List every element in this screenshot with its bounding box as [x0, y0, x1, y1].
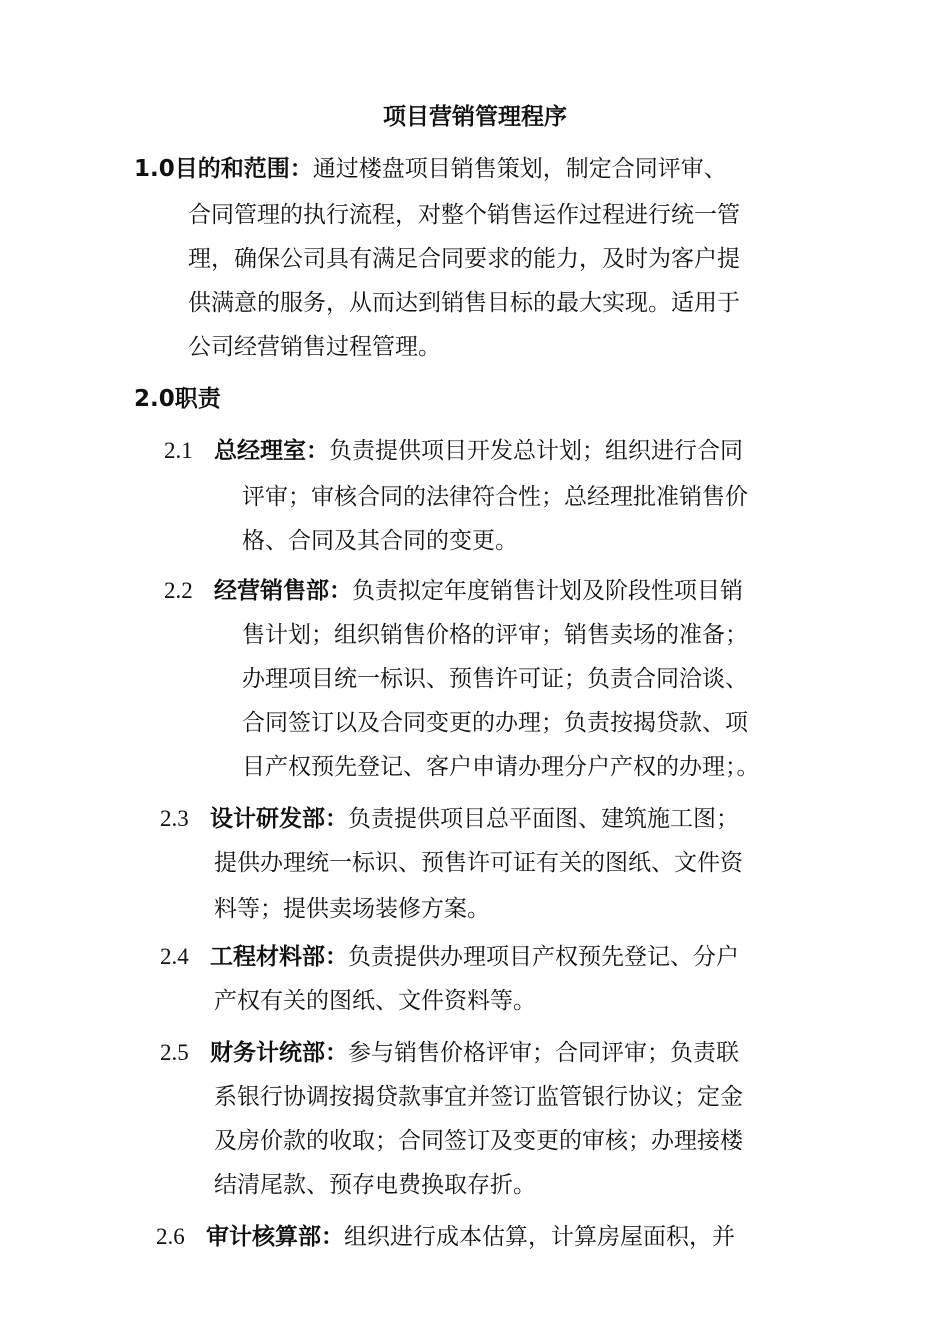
- item-department: 总经理室：: [214, 438, 329, 464]
- item-2-5-line: 结清尾款、预存电费换取存折。: [214, 1172, 536, 1198]
- section-1-first-line: [134, 146, 727, 192]
- item-text: 组织进行成本估算，计算房屋面积，并: [344, 1224, 735, 1250]
- item-text: 负责提供办理项目产权预先登记、分户: [348, 944, 739, 970]
- item-2-4-first-line: [160, 934, 739, 980]
- item-2-2-line: 售计划；组织销售价格的评审；销售卖场的准备；: [242, 622, 748, 648]
- item-number: 2.6: [156, 1224, 185, 1249]
- item-department: 经营销售部：: [214, 578, 352, 604]
- section-2-heading-line: [134, 376, 221, 422]
- item-department: 设计研发部：: [210, 806, 348, 832]
- item-2-1-line: 格、合同及其合同的变更。: [242, 528, 518, 554]
- item-number: 2.3: [160, 806, 189, 831]
- section-2-number: 2.0: [134, 386, 175, 412]
- section-2-heading: 职责: [174, 386, 221, 412]
- item-text: 负责提供项目总平面图、建筑施工图；: [348, 806, 739, 832]
- item-number: 2.4: [160, 944, 189, 969]
- item-number: 2.1: [164, 438, 193, 463]
- item-2-3-line: 料等；提供卖场装修方案。: [214, 896, 490, 922]
- item-2-6-first-line: [156, 1214, 735, 1260]
- item-text: 负责拟定年度销售计划及阶段性项目销: [352, 578, 743, 604]
- item-department: 工程材料部：: [210, 944, 348, 970]
- section-1-number: 1.0: [134, 156, 175, 182]
- item-2-2-first-line: [164, 568, 743, 614]
- document-title: 项目营销管理程序: [383, 104, 567, 130]
- section-1-line: 理，确保公司具有满足合同要求的能力，及时为客户提: [188, 246, 740, 272]
- section-1-line: 合同管理的执行流程，对整个销售运作过程进行统一管: [188, 202, 740, 228]
- section-1-heading: 目的和范围：: [174, 156, 313, 182]
- section-1-line: 供满意的服务，从而达到销售目标的最大实现。适用于: [188, 290, 740, 316]
- item-department: 财务计统部：: [210, 1040, 348, 1066]
- item-2-1-first-line: [164, 428, 743, 474]
- item-text: 负责提供项目开发总计划；组织进行合同: [329, 438, 743, 464]
- section-1-line: 公司经营销售过程管理。: [188, 334, 441, 360]
- item-2-5-line: 系银行协调按揭贷款事宜并签订监管银行协议；定金: [214, 1084, 743, 1110]
- item-2-5-first-line: [160, 1030, 739, 1076]
- item-2-5-line: 及房价款的收取；合同签订及变更的审核；办理接楼: [214, 1128, 743, 1154]
- item-number: 2.2: [164, 578, 193, 603]
- item-text: 参与销售价格评审；合同评审；负责联: [348, 1040, 739, 1066]
- item-2-3-line: 提供办理统一标识、预售许可证有关的图纸、文件资: [214, 850, 743, 876]
- item-2-3-first-line: [160, 796, 739, 842]
- item-2-4-line: 产权有关的图纸、文件资料等。: [214, 988, 536, 1014]
- item-2-2-line: 目产权预先登记、客户申请办理分户产权的办理；。: [242, 754, 760, 780]
- item-department: 审计核算部：: [206, 1224, 344, 1250]
- item-2-1-line: 评审；审核合同的法律符合性；总经理批准销售价: [242, 484, 748, 510]
- item-number: 2.5: [160, 1040, 189, 1065]
- item-2-2-line: 办理项目统一标识、预售许可证；负责合同洽谈、: [242, 666, 748, 692]
- section-1-text: 通过楼盘项目销售策划，制定合同评审、: [312, 156, 727, 182]
- item-2-2-line: 合同签订以及合同变更的办理；负责按揭贷款、项: [242, 710, 748, 736]
